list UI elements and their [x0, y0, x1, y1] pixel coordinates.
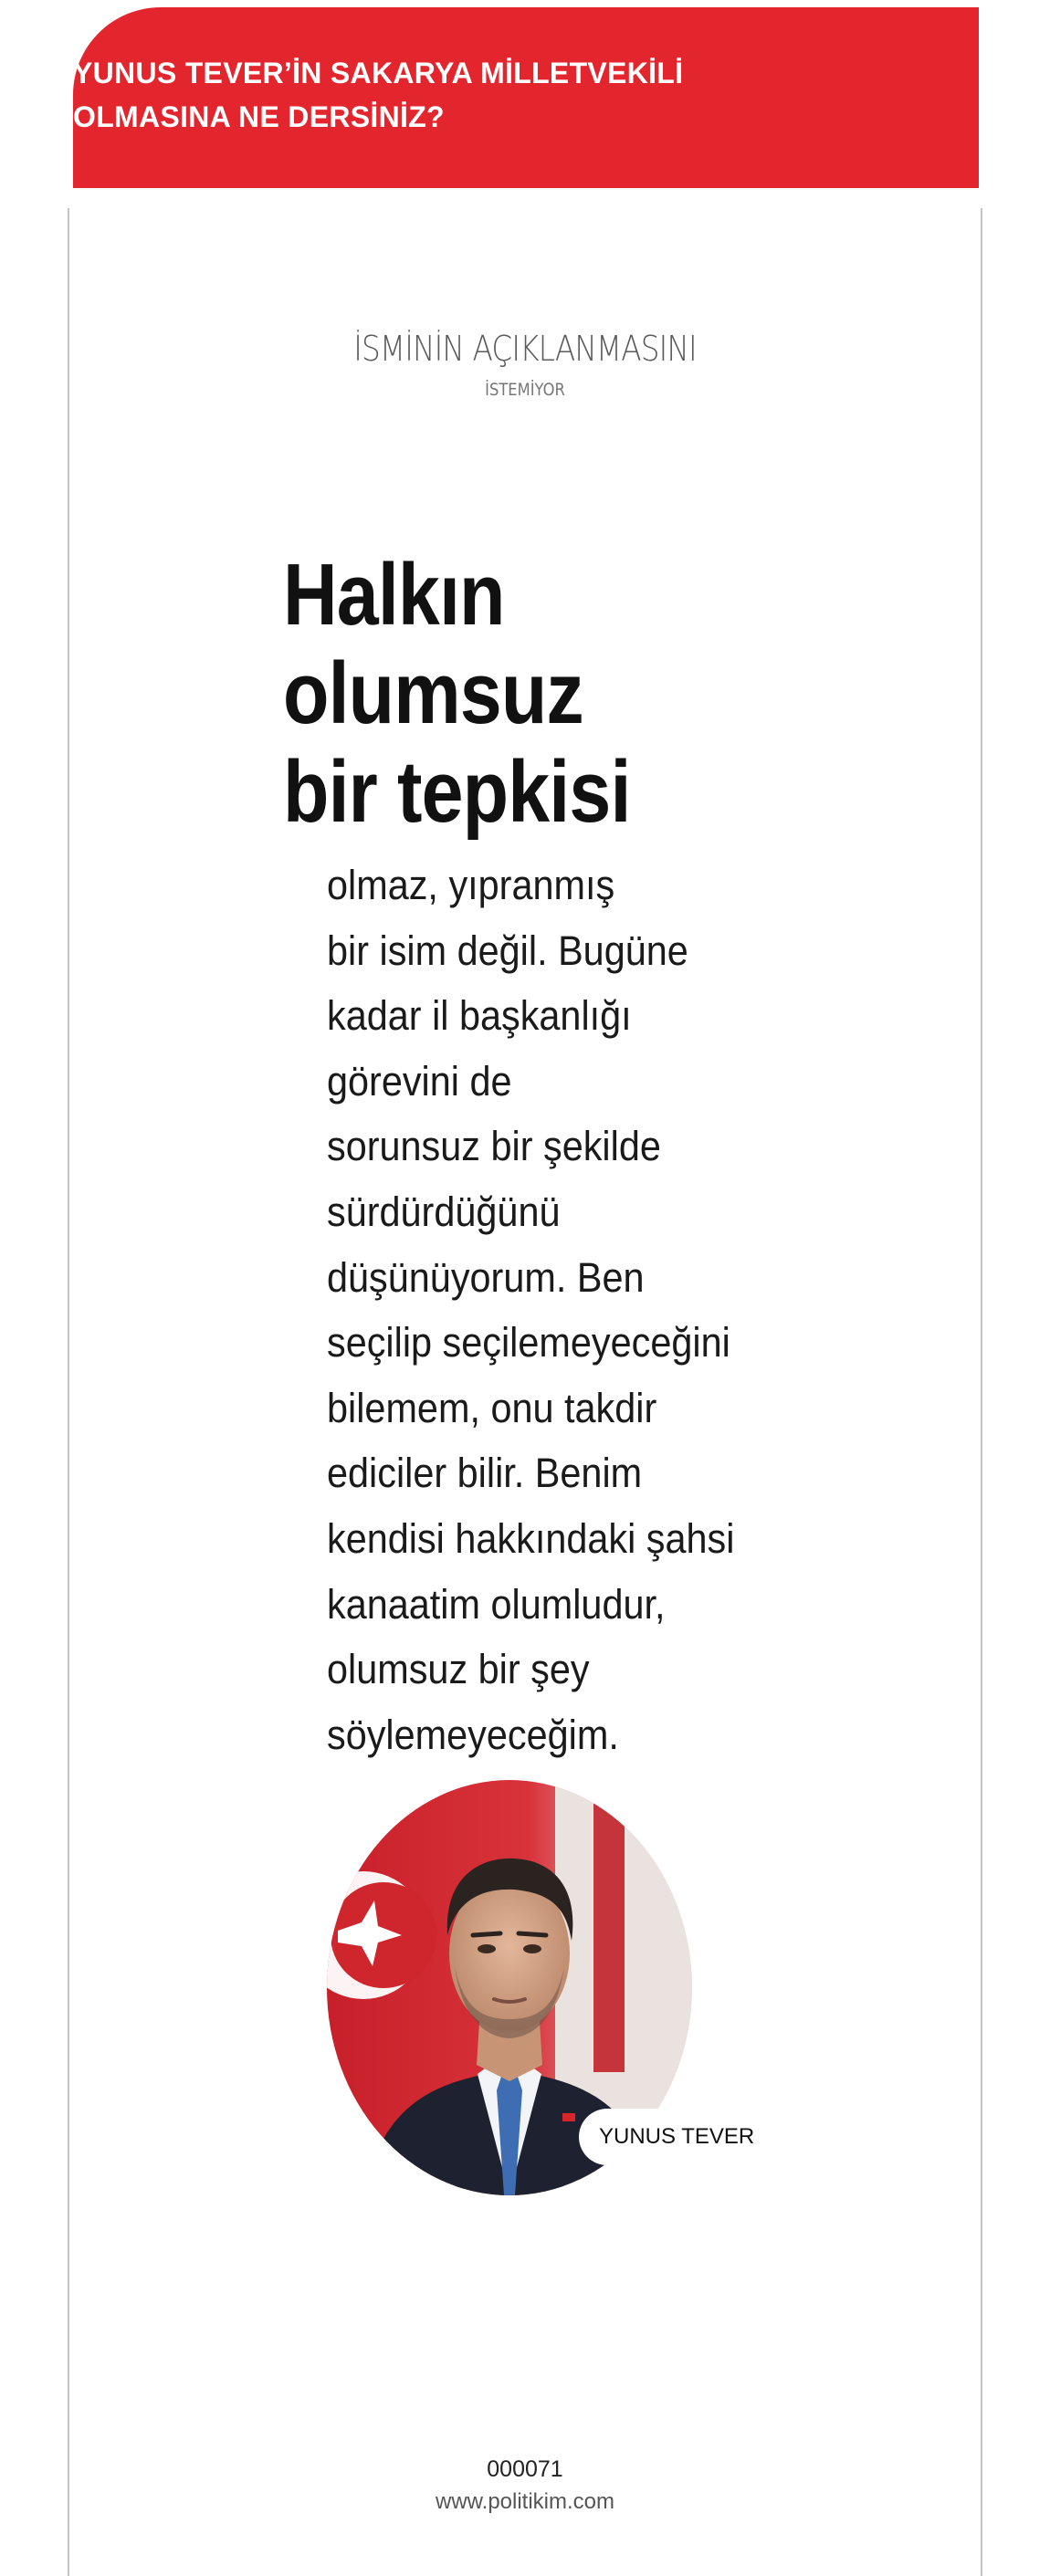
body-line: görevini de	[327, 1057, 512, 1105]
question-title-line-2: OLMASINA NE DERSİNİZ?	[73, 100, 445, 133]
article-body	[327, 853, 797, 1767]
headline-line: bir tepkisi	[283, 743, 631, 841]
body-line: bir isim değil. Bugüne	[327, 927, 688, 974]
body-line: kadar il başkanlığı	[327, 992, 632, 1040]
question-title-line-1: YUNUS TEVER’İN SAKARYA MİLLETVEKİLİ	[73, 57, 684, 89]
respondent-subtitle: İSTEMİYOR	[485, 380, 565, 400]
body-line: söylemeyeceğim.	[327, 1711, 619, 1758]
body-line: kendisi hakkındaki şahsi	[327, 1514, 735, 1562]
body-line: sorunsuz bir şekilde	[327, 1123, 661, 1170]
left-frame-divider	[68, 208, 69, 2576]
right-frame-divider	[981, 208, 982, 2576]
question-title	[73, 51, 858, 139]
body-line: ediciler bilir. Benim	[327, 1450, 643, 1497]
body-line: olumsuz bir şey	[327, 1646, 590, 1693]
body-line: kanaatim olumludur,	[327, 1580, 666, 1628]
headline	[283, 546, 754, 842]
body-line: düşünüyorum. Ben	[327, 1253, 645, 1301]
footer-code: 000071	[487, 2456, 563, 2482]
body-line: seçilip seçilemeyeceğini	[327, 1319, 730, 1367]
body-line: bilemem, onu takdir	[327, 1384, 657, 1431]
portrait-name-tag: YUNUS TEVER	[579, 2109, 761, 2165]
headline-line: olumsuz	[283, 644, 583, 742]
body-line: olmaz, yıpranmış	[327, 862, 615, 908]
footer-website: www.politikim.com	[435, 2489, 615, 2514]
respondent-name: İSMİNİN AÇIKLANMASINI	[353, 329, 697, 369]
headline-line: Halkın	[283, 546, 505, 644]
body-line: sürdürdüğünü	[327, 1188, 561, 1235]
